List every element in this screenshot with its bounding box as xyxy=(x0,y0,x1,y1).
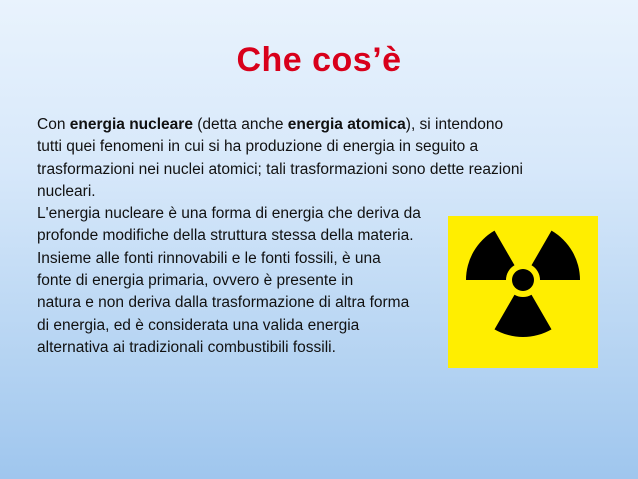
trefoil-center xyxy=(512,269,534,291)
body-line: fonte di energia primaria, ovvero è presente in xyxy=(37,272,354,290)
body-line xyxy=(37,114,597,136)
bold-term-atomic-energy: energia atomica xyxy=(287,116,406,133)
body-line: di energia, ed è considerata una valida energia xyxy=(37,316,360,334)
body-line: Insieme alle fonti rinnovabili e le fonti fossili, è una xyxy=(37,249,381,267)
radiation-trefoil-icon xyxy=(448,216,598,368)
text-span: (detta anche xyxy=(192,116,288,133)
body-line: alternativa ai tradizionali combustibili fossili. xyxy=(37,338,336,356)
body-line: trasformazioni nei nuclei atomici; tali trasformazioni sono dette reazioni xyxy=(37,160,523,178)
bold-term-nuclear-energy: energia nucleare xyxy=(69,116,193,133)
text-span: Con xyxy=(37,116,70,133)
body-line: profonde modifiche della struttura stessa della materia. xyxy=(37,227,414,245)
text-span: ), si intendono xyxy=(405,116,504,133)
body-line: nucleari. xyxy=(37,182,96,200)
body-line: L'energia nucleare è una forma di energia che deriva da xyxy=(37,205,421,223)
body-line: natura e non deriva dalla trasformazione di altra forma xyxy=(37,294,410,312)
slide-title: Che cos’è xyxy=(236,41,402,79)
body-line: tutti quei fenomeni in cui si ha produzione di energia in seguito a xyxy=(37,138,479,156)
